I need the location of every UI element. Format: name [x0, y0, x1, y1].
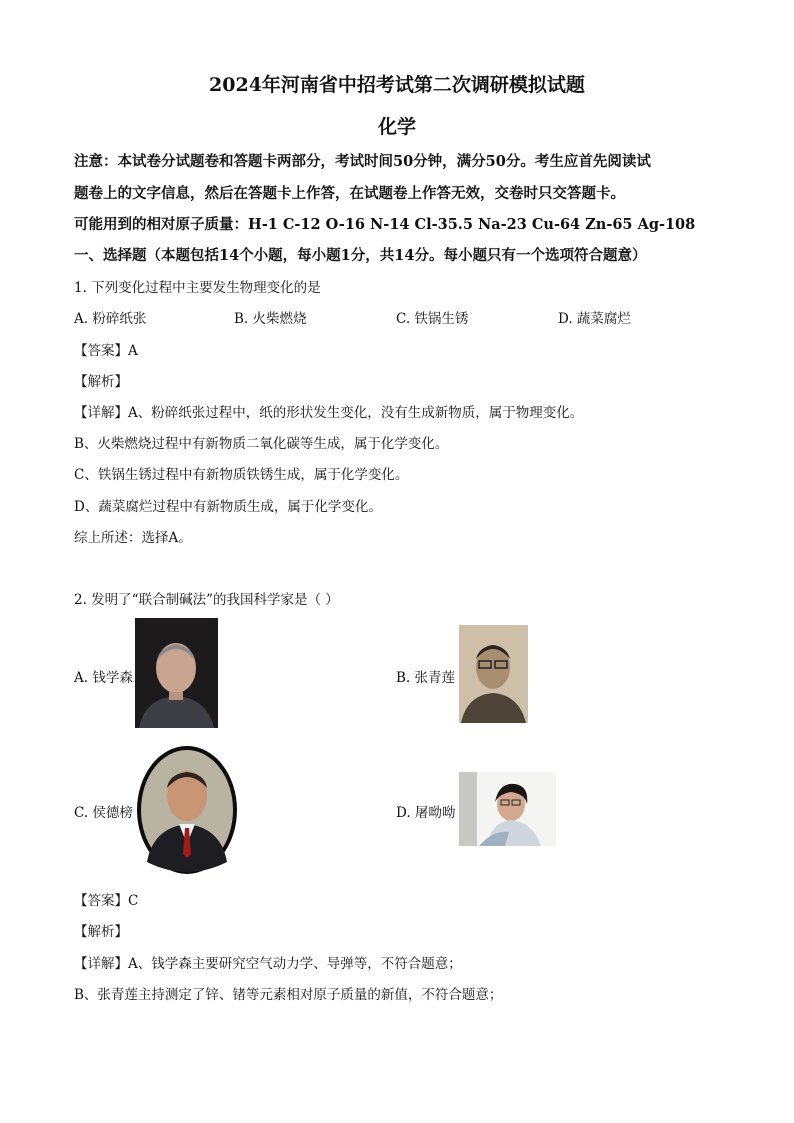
- q2-option-a: A. 钱学森: [74, 670, 133, 686]
- q1-conclusion: 综上所述：选择A。: [74, 530, 192, 546]
- q1-detail-line: 【详解】A、粉碎纸张过程中，纸的形状发生变化，没有生成新物质，属于物理变化。: [74, 405, 584, 421]
- q1-detail-line: B、火柴燃烧过程中有新物质二氧化碳等生成，属于化学变化。: [74, 436, 449, 452]
- section-heading: 一、选择题（本题包括14个小题，每小题1分，共14分。每小题只有一个选项符合题意）: [74, 247, 647, 264]
- portrait-photo-a: [135, 618, 218, 728]
- q1-answer: 【答案】A: [74, 343, 138, 359]
- q1-detail-line: C、铁锅生锈过程中有新物质铁锈生成，属于化学变化。: [74, 467, 409, 483]
- q2-analysis-label: 【解析】: [74, 924, 128, 940]
- q2-answer: 【答案】C: [74, 893, 139, 909]
- q2-option-d: D. 屠呦呦: [396, 805, 456, 821]
- notice-line-1: 注意：本试卷分试题卷和答题卡两部分，考试时间50分钟，满分50分。考生应首先阅读试: [74, 153, 651, 170]
- q1-option-d: D. 蔬菜腐烂: [558, 311, 631, 327]
- portrait-photo-d: [459, 772, 556, 846]
- q1-option-a: A. 粉碎纸张: [74, 311, 147, 327]
- question-2-stem: 2. 发明了“联合制碱法”的我国科学家是（ ）: [74, 592, 339, 608]
- question-1-stem: 1. 下列变化过程中主要发生物理变化的是: [74, 280, 321, 296]
- notice-line-2: 题卷上的文字信息，然后在答题卡上作答，在试题卷上作答无效，交卷时只交答题卡。: [74, 185, 625, 202]
- atomic-masses: 可能用到的相对原子质量：H-1 C-12 O-16 N-14 Cl-35.5 Na-23 Cu-64 Zn-65 Ag-108: [74, 216, 696, 233]
- q1-option-c: C. 铁锅生锈: [396, 311, 469, 327]
- portrait-photo-b: [459, 625, 528, 723]
- q2-option-c: C. 侯德榜: [74, 805, 133, 821]
- q2-option-b: B. 张青莲: [396, 670, 456, 686]
- q2-detail-line: 【详解】A、钱学森主要研究空气动力学、导弹等，不符合题意；: [74, 956, 462, 972]
- q2-detail-line: B、张青莲主持测定了锌、锗等元素相对原子质量的新值，不符合题意；: [74, 987, 503, 1003]
- q1-option-b: B. 火柴燃烧: [234, 311, 307, 327]
- q1-analysis-label: 【解析】: [74, 374, 128, 390]
- exam-title: 2024年河南省中招考试第二次调研模拟试题: [209, 74, 585, 96]
- q1-detail-line: D、蔬菜腐烂过程中有新物质生成，属于化学变化。: [74, 499, 382, 515]
- subject-title: 化学: [377, 116, 416, 138]
- portrait-photo-c: [135, 744, 239, 876]
